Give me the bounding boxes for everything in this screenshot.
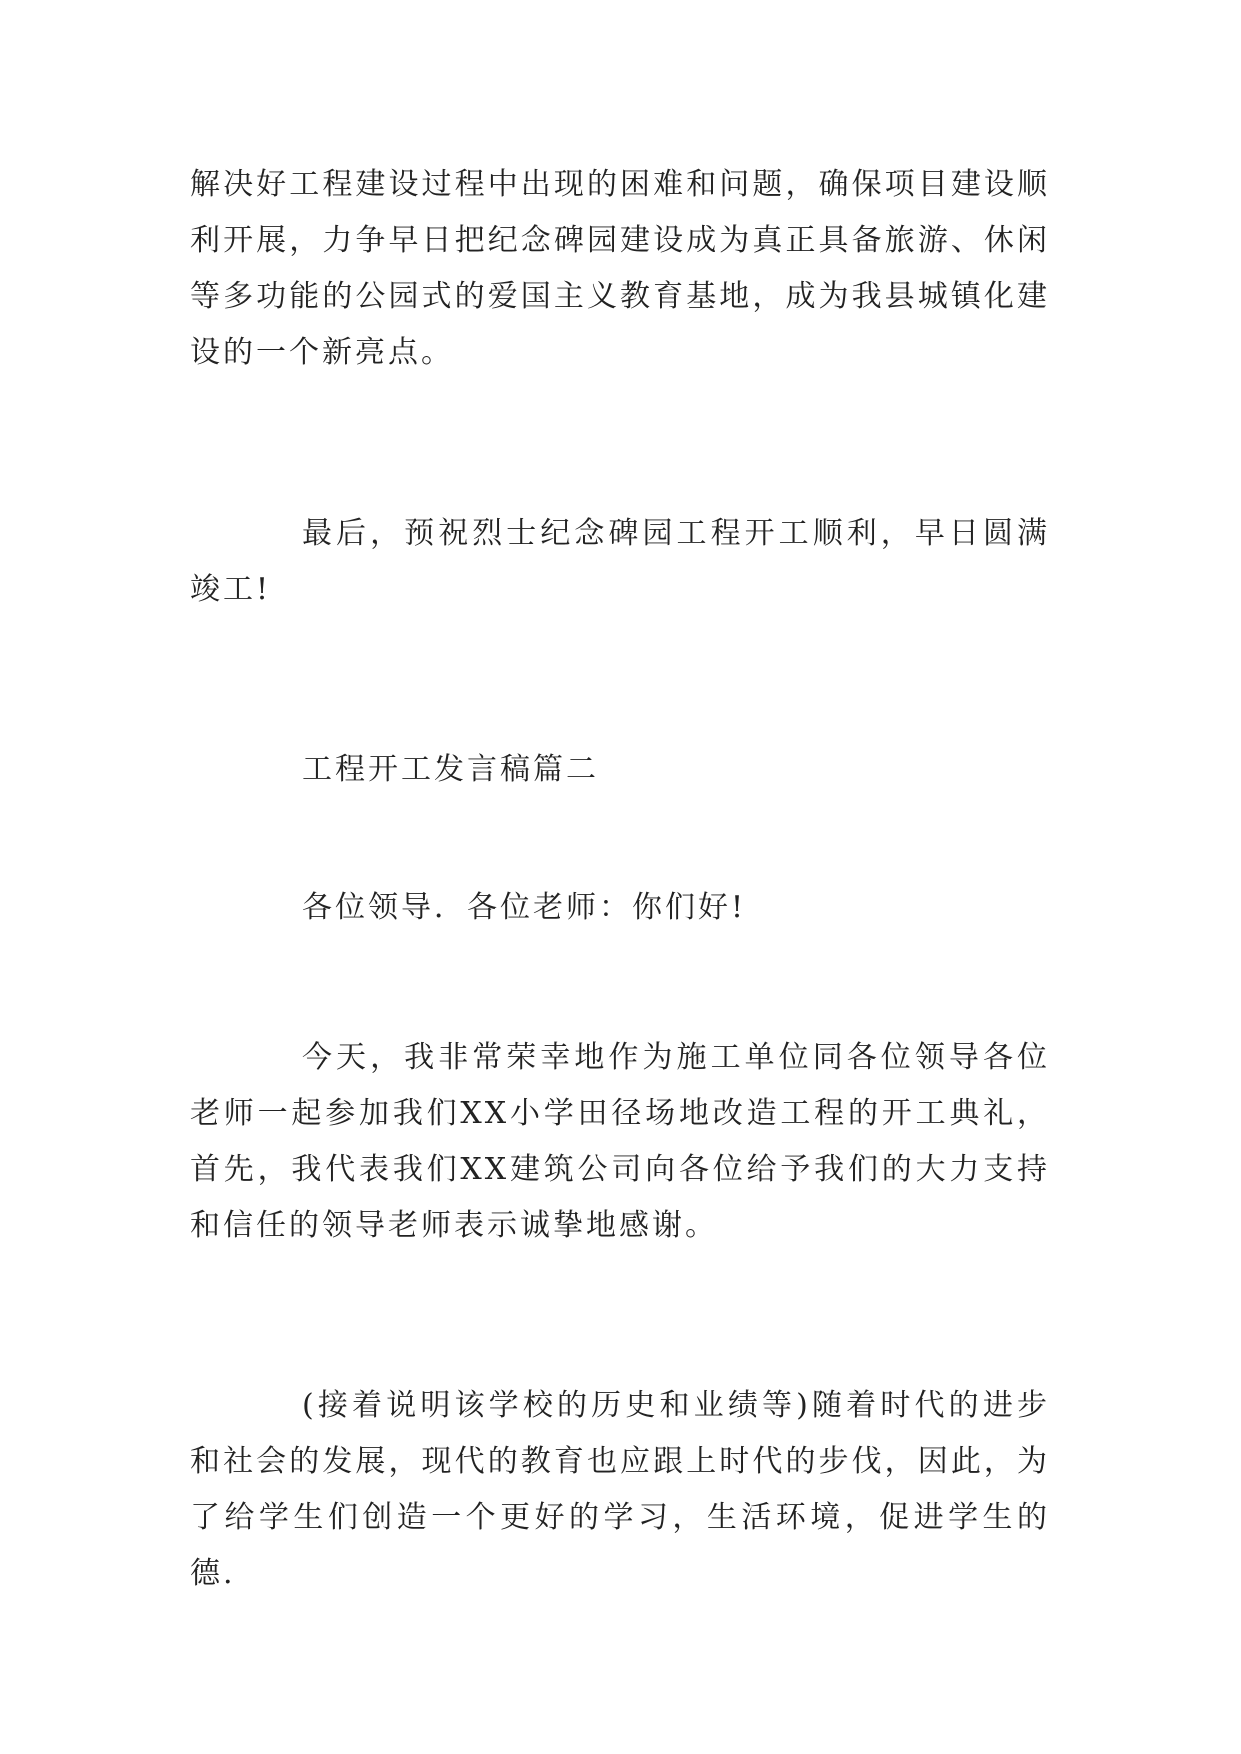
paragraph-closing-wish: 最后，预祝烈士纪念碑园工程开工顺利，早日圆满竣工! [190, 516, 1050, 607]
salutation: 各位领导．各位老师：你们好! [302, 890, 747, 925]
paragraph-continuation: 解决好工程建设过程中出现的困难和问题，确保项目建设顺利开展，力争早日把纪念碑园建设成为真正具备旅游、休闲等多功能的公园式的爱国主义教育基地，成为我县城镇化建设的一个新亮点。 [190, 167, 1050, 370]
paragraph-opening: 今天，我非常荣幸地作为施工单位同各位领导各位老师一起参加我们XX小学田径场地改造工程的开工典礼，首先，我代表我们XX建筑公司向各位给予我们的大力支持和信任的领导老师表示诚挚地感谢。 [190, 1040, 1050, 1243]
section-heading: 工程开工发言稿篇二 [302, 752, 599, 787]
paragraph-school-history: (接着说明该学校的历史和业绩等)随着时代的进步和社会的发展，现代的教育也应跟上时代的步伐，因此，为了给学生们创造一个更好的学习，生活环境，促进学生的德. [190, 1388, 1050, 1591]
